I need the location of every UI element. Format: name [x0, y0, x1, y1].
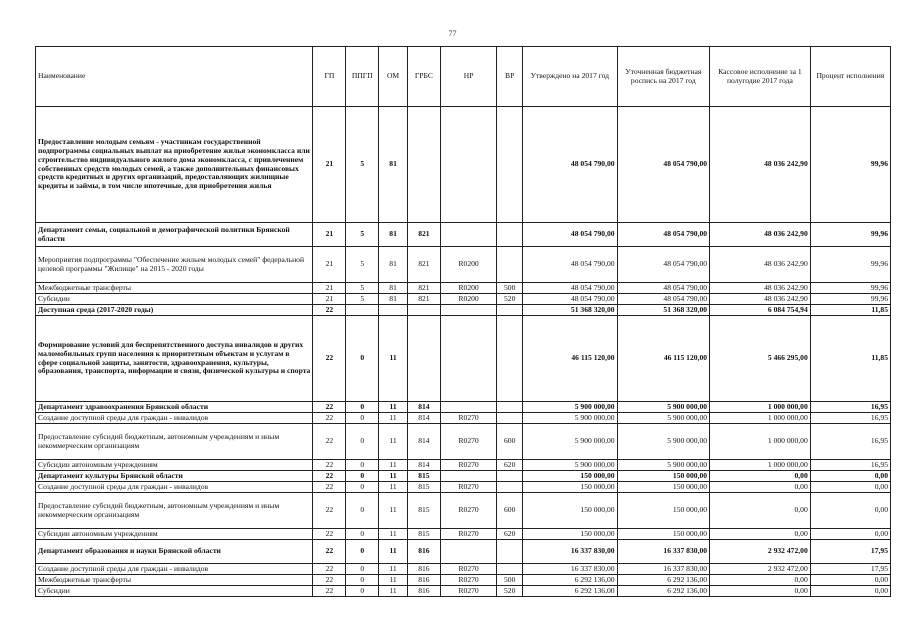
row-refined: 48 054 790,00: [617, 283, 709, 294]
row-percent: 16,95: [810, 413, 890, 424]
row-gp: 21: [313, 283, 346, 294]
row-percent: 17,95: [810, 540, 890, 564]
header-name: Наименование: [36, 47, 313, 107]
row-refined: 5 900 000,00: [617, 413, 709, 424]
table-row: [36, 294, 891, 305]
header-grbs: ГРБС: [407, 47, 440, 107]
header-cash: Кассовое исполнение за 1 полугодие 2017 года: [710, 47, 811, 107]
row-gp: 22: [313, 413, 346, 424]
row-cash: 0,00: [710, 586, 811, 597]
row-refined: 150 000,00: [617, 482, 709, 493]
row-refined: 46 115 120,00: [617, 316, 709, 402]
row-cash: 48 036 242,90: [710, 223, 811, 247]
row-refined: 5 900 000,00: [617, 402, 709, 413]
row-np: [440, 305, 497, 316]
row-np: R0270: [440, 482, 497, 493]
row-om: 81: [379, 107, 408, 223]
row-approved: 48 054 790,00: [523, 247, 618, 283]
row-gp: 22: [313, 305, 346, 316]
row-percent: 99,96: [810, 283, 890, 294]
table-row: [36, 413, 891, 424]
row-name: Доступная среда (2017-2020 годы): [36, 305, 313, 316]
row-refined: 16 337 830,00: [617, 540, 709, 564]
row-name: Департамент культуры Брянской области: [36, 471, 313, 482]
row-ppgp: 5: [346, 294, 379, 305]
row-grbs: 815: [407, 493, 440, 529]
row-percent: 0,00: [810, 493, 890, 529]
table-row: [36, 283, 891, 294]
row-ppgp: 0: [346, 586, 379, 597]
row-np: [440, 316, 497, 402]
row-percent: 17,95: [810, 564, 890, 575]
row-percent: 99,96: [810, 294, 890, 305]
row-cash: 0,00: [710, 471, 811, 482]
row-grbs: 814: [407, 424, 440, 460]
row-percent: 0,00: [810, 482, 890, 493]
row-cash: 1 000 000,00: [710, 424, 811, 460]
row-gp: 22: [313, 482, 346, 493]
row-np: R0200: [440, 283, 497, 294]
row-om: [379, 305, 408, 316]
row-approved: 16 337 830,00: [523, 540, 618, 564]
row-om: 11: [379, 402, 408, 413]
row-name: Предоставление молодым семьям - участникам государственной подпрограммы социальных выплат на приобретение жилья экономкласса или строительство индивидуального жилого дома экономкласса, с привлечением собственных средств молодых семей, а также дополнительных финансовых средств кредитных и других организаций, предоставляющих жилищные кредиты и займы, в том числе ипотечные, для приобретения жилья: [36, 107, 313, 223]
row-ppgp: 0: [346, 564, 379, 575]
table-row: [36, 564, 891, 575]
header-gp: ГП: [313, 47, 346, 107]
row-refined: 6 292 136,00: [617, 586, 709, 597]
row-om: 81: [379, 247, 408, 283]
row-grbs: 816: [407, 564, 440, 575]
row-cash: 48 036 242,90: [710, 283, 811, 294]
row-approved: 150 000,00: [523, 529, 618, 540]
row-gp: 22: [313, 575, 346, 586]
table-row: [36, 482, 891, 493]
row-grbs: [407, 305, 440, 316]
row-np: R0270: [440, 424, 497, 460]
row-approved: 48 054 790,00: [523, 223, 618, 247]
row-name: Межбюджетные трансферты: [36, 283, 313, 294]
row-om: 11: [379, 575, 408, 586]
row-gp: 21: [313, 294, 346, 305]
row-vr: 520: [497, 294, 523, 305]
row-ppgp: 5: [346, 107, 379, 223]
row-cash: 2 932 472,00: [710, 540, 811, 564]
row-grbs: 815: [407, 471, 440, 482]
row-grbs: [407, 107, 440, 223]
table-row: [36, 223, 891, 247]
row-ppgp: 0: [346, 529, 379, 540]
row-cash: 48 036 242,90: [710, 294, 811, 305]
row-name: Создание доступной среды для граждан - инвалидов: [36, 482, 313, 493]
row-vr: 620: [497, 460, 523, 471]
row-ppgp: 0: [346, 316, 379, 402]
row-name: Департамент здравоохранения Брянской области: [36, 402, 313, 413]
row-approved: 48 054 790,00: [523, 107, 618, 223]
row-percent: 11,85: [810, 316, 890, 402]
row-name: Субсидии автономным учреждениям: [36, 529, 313, 540]
row-cash: 0,00: [710, 493, 811, 529]
row-refined: 6 292 136,00: [617, 575, 709, 586]
row-percent: 0,00: [810, 586, 890, 597]
row-refined: 150 000,00: [617, 471, 709, 482]
row-name: Мероприятия подпрограммы "Обеспечение жильем молодых семей" федеральной целевой программы "Жилище" на 2015 - 2020 годы: [36, 247, 313, 283]
row-gp: 22: [313, 471, 346, 482]
table-row: [36, 305, 891, 316]
row-name: Межбюджетные трансферты: [36, 575, 313, 586]
row-vr: [497, 471, 523, 482]
row-ppgp: 0: [346, 471, 379, 482]
header-percent: Процент исполнения: [810, 47, 890, 107]
row-np: [440, 471, 497, 482]
row-percent: 0,00: [810, 471, 890, 482]
row-cash: 0,00: [710, 529, 811, 540]
budget-execution-table: [35, 46, 891, 597]
row-np: R0200: [440, 247, 497, 283]
row-approved: 5 900 000,00: [523, 460, 618, 471]
row-gp: 22: [313, 586, 346, 597]
row-approved: 51 368 320,00: [523, 305, 618, 316]
row-grbs: 821: [407, 247, 440, 283]
row-om: 81: [379, 283, 408, 294]
table-row: [36, 471, 891, 482]
row-name: Формирование условий для беспрепятственного доступа инвалидов и других маломобильных групп населения к приоритетным объектам и услугам в сфере социальной защиты, занятости, здравоохранения, культуры, образования, транспорта, информации и связи, физической культуры и спорта: [36, 316, 313, 402]
row-percent: 0,00: [810, 529, 890, 540]
row-ppgp: 0: [346, 424, 379, 460]
row-ppgp: 0: [346, 402, 379, 413]
table-row: [36, 575, 891, 586]
row-ppgp: 0: [346, 493, 379, 529]
row-np: R0270: [440, 413, 497, 424]
table-row: [36, 424, 891, 460]
row-refined: 150 000,00: [617, 529, 709, 540]
row-cash: 2 932 472,00: [710, 564, 811, 575]
row-approved: 150 000,00: [523, 471, 618, 482]
row-grbs: 816: [407, 575, 440, 586]
row-ppgp: 0: [346, 413, 379, 424]
row-np: [440, 402, 497, 413]
row-om: 11: [379, 540, 408, 564]
row-approved: 6 292 136,00: [523, 575, 618, 586]
header-approved: Утверждено на 2017 год: [523, 47, 618, 107]
row-vr: [497, 564, 523, 575]
row-approved: 46 115 120,00: [523, 316, 618, 402]
row-cash: 48 036 242,90: [710, 247, 811, 283]
row-gp: 21: [313, 223, 346, 247]
row-om: 11: [379, 316, 408, 402]
row-om: 11: [379, 493, 408, 529]
row-name: Создание доступной среды для граждан - инвалидов: [36, 564, 313, 575]
row-grbs: 821: [407, 223, 440, 247]
row-cash: 1 000 000,00: [710, 402, 811, 413]
row-grbs: 821: [407, 283, 440, 294]
table-row: [36, 316, 891, 402]
row-gp: 21: [313, 247, 346, 283]
row-gp: 22: [313, 529, 346, 540]
row-vr: 600: [497, 424, 523, 460]
row-om: 11: [379, 529, 408, 540]
row-grbs: [407, 316, 440, 402]
row-name: Департамент образования и науки Брянской области: [36, 540, 313, 564]
row-percent: 99,96: [810, 107, 890, 223]
row-gp: 22: [313, 316, 346, 402]
row-name: Субсидии: [36, 586, 313, 597]
row-np: [440, 107, 497, 223]
row-np: R0270: [440, 460, 497, 471]
row-ppgp: 0: [346, 540, 379, 564]
row-cash: 1 000 000,00: [710, 413, 811, 424]
header-om: ОМ: [379, 47, 408, 107]
table-row: [36, 402, 891, 413]
row-approved: 5 900 000,00: [523, 424, 618, 460]
row-grbs: 814: [407, 413, 440, 424]
row-ppgp: 5: [346, 247, 379, 283]
row-approved: 5 900 000,00: [523, 402, 618, 413]
row-approved: 150 000,00: [523, 493, 618, 529]
row-gp: 22: [313, 424, 346, 460]
row-refined: 48 054 790,00: [617, 107, 709, 223]
row-approved: 6 292 136,00: [523, 586, 618, 597]
row-grbs: 816: [407, 586, 440, 597]
row-gp: 22: [313, 493, 346, 529]
row-refined: 48 054 790,00: [617, 294, 709, 305]
row-percent: 16,95: [810, 460, 890, 471]
row-vr: [497, 247, 523, 283]
row-approved: 48 054 790,00: [523, 283, 618, 294]
row-grbs: 814: [407, 460, 440, 471]
table-row: [36, 247, 891, 283]
row-np: R0200: [440, 294, 497, 305]
row-grbs: 821: [407, 294, 440, 305]
row-grbs: 814: [407, 402, 440, 413]
row-vr: [497, 305, 523, 316]
row-refined: 48 054 790,00: [617, 247, 709, 283]
row-refined: 150 000,00: [617, 493, 709, 529]
row-vr: [497, 223, 523, 247]
row-ppgp: 0: [346, 482, 379, 493]
row-om: 11: [379, 413, 408, 424]
page-number: 77: [448, 29, 457, 38]
table-row: [36, 493, 891, 529]
row-grbs: 816: [407, 540, 440, 564]
row-approved: 5 900 000,00: [523, 413, 618, 424]
row-percent: 16,95: [810, 402, 890, 413]
row-gp: 22: [313, 402, 346, 413]
table-header-row: [36, 47, 891, 107]
table-row: [36, 586, 891, 597]
row-cash: 1 000 000,00: [710, 460, 811, 471]
row-np: R0270: [440, 564, 497, 575]
row-om: 11: [379, 482, 408, 493]
row-vr: 620: [497, 529, 523, 540]
row-ppgp: [346, 305, 379, 316]
row-cash: 6 084 754,94: [710, 305, 811, 316]
table-row: [36, 540, 891, 564]
row-vr: [497, 107, 523, 223]
row-cash: 0,00: [710, 575, 811, 586]
header-refined: Уточненная бюджетная роспись на 2017 год: [617, 47, 709, 107]
row-vr: 500: [497, 283, 523, 294]
row-grbs: 815: [407, 482, 440, 493]
row-approved: 16 337 830,00: [523, 564, 618, 575]
row-refined: 5 900 000,00: [617, 460, 709, 471]
row-vr: [497, 402, 523, 413]
row-om: 11: [379, 564, 408, 575]
row-grbs: 815: [407, 529, 440, 540]
row-gp: 22: [313, 564, 346, 575]
row-om: 11: [379, 471, 408, 482]
row-vr: [497, 482, 523, 493]
row-np: R0270: [440, 586, 497, 597]
row-om: 81: [379, 294, 408, 305]
row-cash: 0,00: [710, 482, 811, 493]
row-ppgp: 0: [346, 460, 379, 471]
row-cash: 5 466 295,00: [710, 316, 811, 402]
row-vr: [497, 540, 523, 564]
row-percent: 11,85: [810, 305, 890, 316]
row-cash: 48 036 242,90: [710, 107, 811, 223]
table-row: [36, 529, 891, 540]
row-percent: 99,96: [810, 223, 890, 247]
row-om: 11: [379, 424, 408, 460]
row-name: Департамент семьи, социальной и демографической политики Брянской области: [36, 223, 313, 247]
row-percent: 99,96: [810, 247, 890, 283]
table-row: [36, 460, 891, 471]
row-refined: 51 368 320,00: [617, 305, 709, 316]
row-ppgp: 5: [346, 283, 379, 294]
row-name: Субсидии: [36, 294, 313, 305]
row-vr: 520: [497, 586, 523, 597]
header-ppgp: ППГП: [346, 47, 379, 107]
row-ppgp: 0: [346, 575, 379, 586]
row-approved: 48 054 790,00: [523, 294, 618, 305]
row-np: R0270: [440, 493, 497, 529]
row-refined: 16 337 830,00: [617, 564, 709, 575]
row-gp: 22: [313, 460, 346, 471]
row-name: Создание доступной среды для граждан - инвалидов: [36, 413, 313, 424]
row-ppgp: 5: [346, 223, 379, 247]
row-vr: 500: [497, 575, 523, 586]
row-approved: 150 000,00: [523, 482, 618, 493]
row-om: 11: [379, 460, 408, 471]
row-gp: 22: [313, 540, 346, 564]
row-percent: 16,95: [810, 424, 890, 460]
row-vr: [497, 316, 523, 402]
row-name: Предоставление субсидий бюджетным, автономным учреждениям и иным некоммерческим организациям: [36, 493, 313, 529]
row-name: Субсидии автономным учреждениям: [36, 460, 313, 471]
header-vr: ВР: [497, 47, 523, 107]
row-np: [440, 223, 497, 247]
row-name: Предоставление субсидий бюджетным, автономным учреждениям и иным некоммерческим организациям: [36, 424, 313, 460]
row-np: [440, 540, 497, 564]
row-np: R0270: [440, 575, 497, 586]
row-om: 11: [379, 586, 408, 597]
row-refined: 48 054 790,00: [617, 223, 709, 247]
table-row: [36, 107, 891, 223]
header-np: НР: [440, 47, 497, 107]
row-np: R0270: [440, 529, 497, 540]
row-percent: 0,00: [810, 575, 890, 586]
row-vr: [497, 413, 523, 424]
row-vr: 600: [497, 493, 523, 529]
row-om: 81: [379, 223, 408, 247]
row-refined: 5 900 000,00: [617, 424, 709, 460]
row-gp: 21: [313, 107, 346, 223]
